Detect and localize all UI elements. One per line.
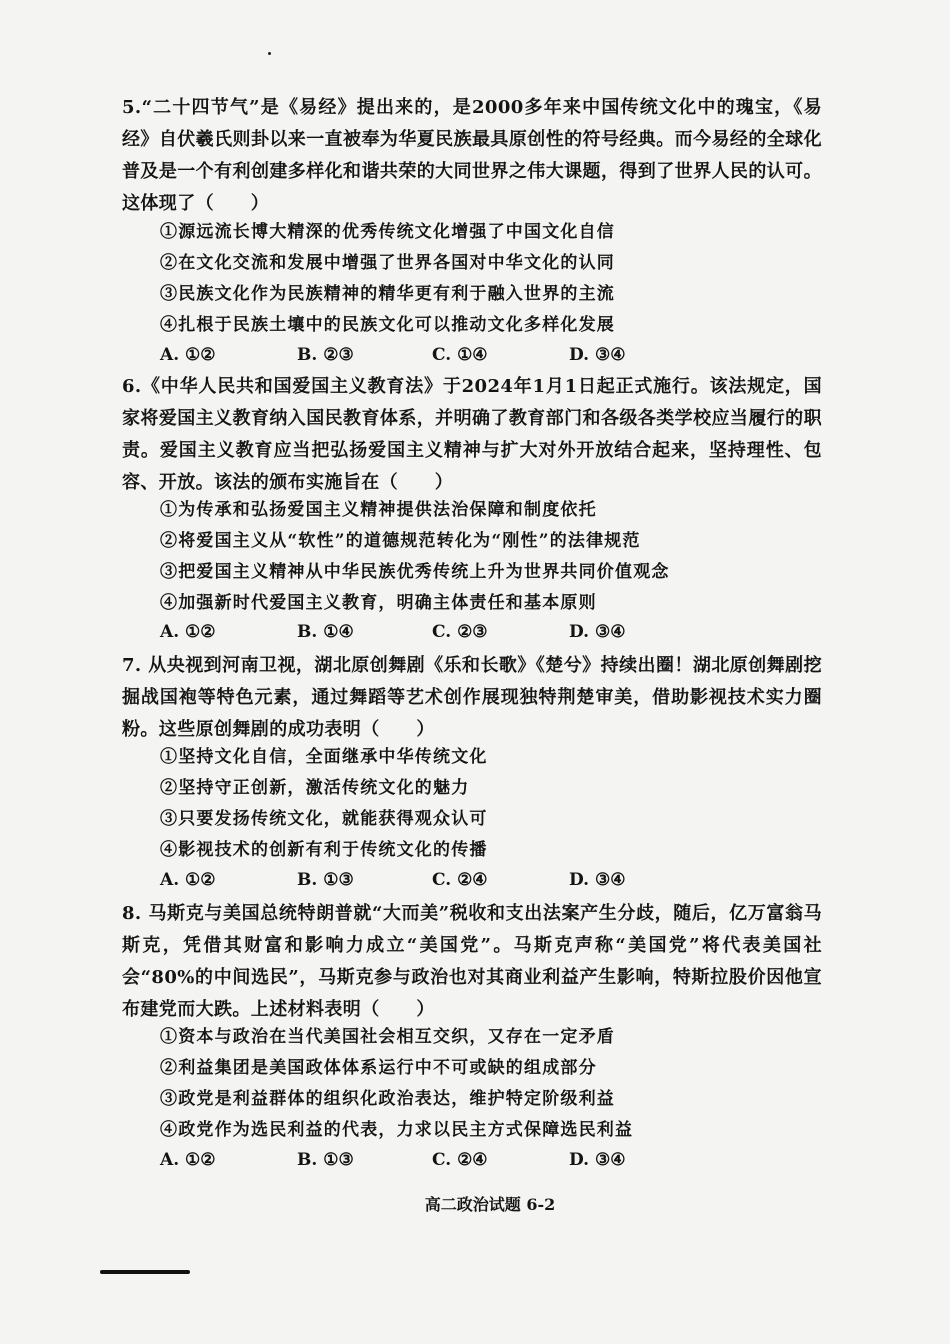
question-7-answer-a: A. ①② [160, 870, 216, 890]
question-8-option-2: ②利益集团是美国政体体系运行中不可或缺的组成部分 [160, 1058, 597, 1078]
question-6-answers [160, 622, 680, 646]
question-6-answer-b: B. ①④ [297, 622, 354, 642]
page-footer: 高二政治试题 6-2 [424, 1195, 556, 1214]
question-7-option-1: ①坚持文化自信，全面继承中华传统文化 [160, 747, 488, 767]
scan-edge-mark [100, 1270, 190, 1274]
question-5-answer-c: C. ①④ [432, 345, 488, 365]
question-7-option-4: ④影视技术的创新有利于传统文化的传播 [160, 840, 488, 860]
question-8-option-1: ①资本与政治在当代美国社会相互交织，又存在一定矛盾 [160, 1027, 615, 1047]
question-7-answer-d: D. ③④ [569, 870, 626, 890]
question-5-answer-a: A. ①② [160, 345, 216, 365]
question-6-answer-a: A. ①② [160, 622, 216, 642]
question-7-option-2: ②坚持守正创新，激活传统文化的魅力 [160, 778, 470, 798]
question-6-answer-d: D. ③④ [569, 622, 626, 642]
question-7-option-3: ③只要发扬传统文化，就能获得观众认可 [160, 809, 488, 829]
question-5-answer-d: D. ③④ [569, 345, 626, 365]
question-7-answers [160, 870, 680, 894]
question-5-stem: 5.“二十四节气”是《易经》提出来的，是2000多年来中国传统文化中的瑰宝，《易经》自伏羲氏则卦以来一直被奉为华夏民族最具原创性的符号经典。而今易经的全球化普及是一个有利创建多样化和谐共荣的大同世界之伟大课题，得到了世界人民的认可。这体现了（ ） [122, 97, 822, 214]
question-8-answers [160, 1150, 680, 1174]
question-5-option-1: ①源远流长博大精深的优秀传统文化增强了中国文化自信 [160, 222, 615, 242]
question-8-answer-a: A. ①② [160, 1150, 216, 1170]
question-8-answer-b: B. ①③ [297, 1150, 354, 1170]
question-8-answer-c: C. ②④ [432, 1150, 488, 1170]
question-5-option-3: ③民族文化作为民族精神的精华更有利于融入世界的主流 [160, 284, 615, 304]
question-8-option-3: ③政党是利益群体的组织化政治表达，维护特定阶级利益 [160, 1089, 615, 1109]
question-8-answer-d: D. ③④ [569, 1150, 626, 1170]
question-5-option-4: ④扎根于民族土壤中的民族文化可以推动文化多样化发展 [160, 315, 615, 335]
question-6-option-3: ③把爱国主义精神从中华民族优秀传统上升为世界共同价值观念 [160, 562, 670, 582]
question-8-stem: 8. 马斯克与美国总统特朗普就“大而美”税收和支出法案产生分歧，随后，亿万富翁马斯克，凭借其财富和影响力成立“美国党”。马斯克声称“美国党”将代表美国社会“80%的中间选民”，马斯克参与政治也对其商业利益产生影响，特斯拉股价因他宣布建党而大跌。上述材料表明（ ） [122, 903, 822, 1020]
question-5-option-2: ②在文化交流和发展中增强了世界各国对中华文化的认同 [160, 253, 615, 273]
question-6-stem: 6.《中华人民共和国爱国主义教育法》于2024年1月1日起正式施行。该法规定，国家将爱国主义教育纳入国民教育体系，并明确了教育部门和各级各类学校应当履行的职责。爱国主义教育应当把弘扬爱国主义精神与扩大对外开放结合起来，坚持理性、包容、开放。该法的颁布实施旨在（ ） [122, 376, 822, 493]
question-8-option-4: ④政党作为选民利益的代表，力求以民主方式保障选民利益 [160, 1120, 634, 1140]
question-7-answer-b: B. ①③ [297, 870, 354, 890]
question-7-answer-c: C. ②④ [432, 870, 488, 890]
question-6-option-2: ②将爱国主义从“软性”的道德规范转化为“刚性”的法律规范 [160, 531, 641, 551]
question-5-answer-b: B. ②③ [297, 345, 354, 365]
question-6-answer-c: C. ②③ [432, 622, 488, 642]
question-7-stem: 7. 从央视到河南卫视，湖北原创舞剧《乐和长歌》《楚兮》持续出圈！湖北原创舞剧挖掘战国袍等特色元素，通过舞蹈等艺术创作展现独特荆楚审美，借助影视技术实力圈粉。这些原创舞剧的成功表明（ ） [122, 655, 822, 740]
question-6-option-4: ④加强新时代爱国主义教育，明确主体责任和基本原则 [160, 593, 597, 613]
scan-speck [268, 52, 271, 55]
question-6-option-1: ①为传承和弘扬爱国主义精神提供法治保障和制度依托 [160, 500, 597, 520]
question-5-answers [160, 345, 680, 369]
